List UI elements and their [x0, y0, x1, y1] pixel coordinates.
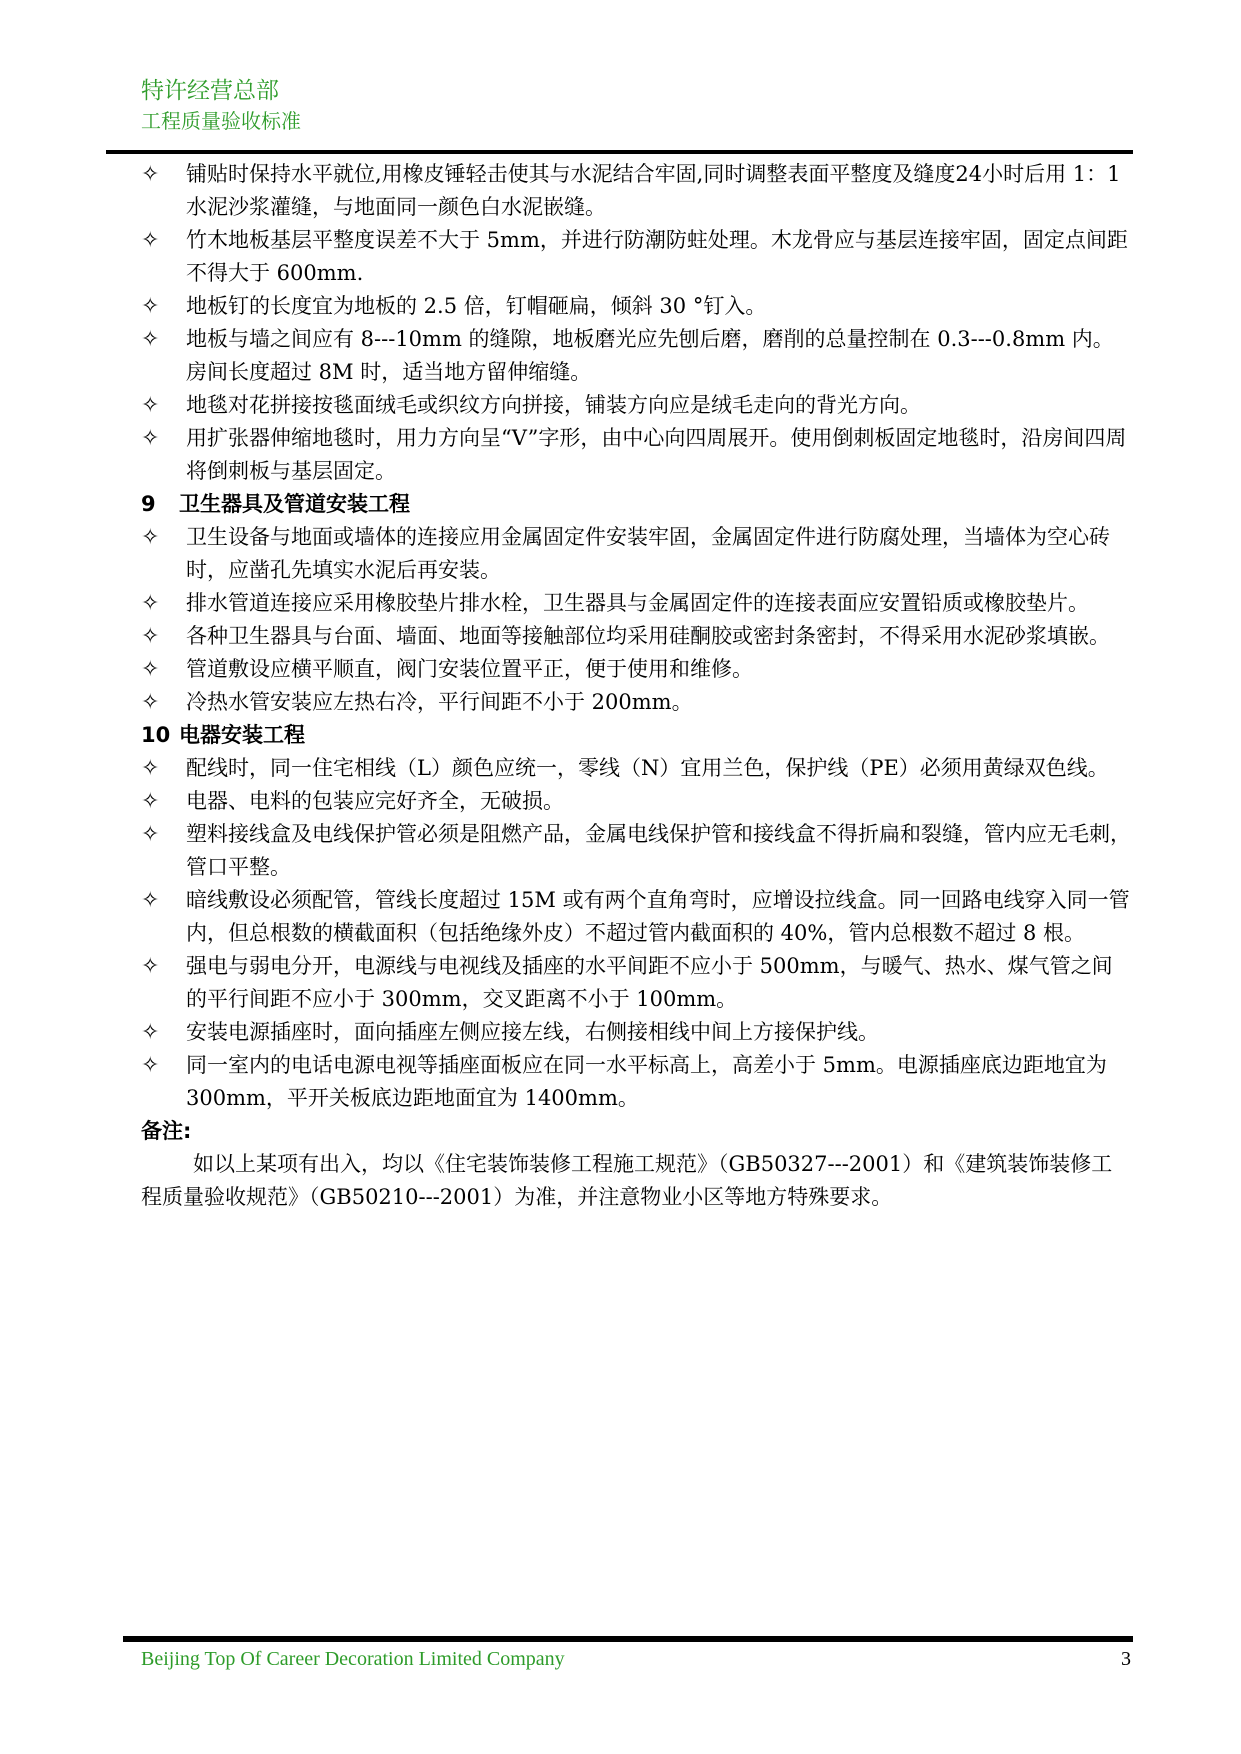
diamond-bullet-icon: ✧	[141, 657, 160, 682]
list-item-text: 铺贴时保持水平就位,用橡皮锤轻击使其与水泥结合牢固,同时调整表面平整度及缝度24小时后用 1：1 水泥沙浆灌缝，与地面同一颜色白水泥嵌缝。	[186, 162, 1121, 219]
section-number: 10	[141, 723, 171, 747]
diamond-bullet-icon: ✧	[141, 954, 160, 979]
header-rule	[106, 150, 1133, 154]
diamond-bullet-icon: ✧	[141, 1020, 160, 1045]
list-item-text: 配线时，同一住宅相线（L）颜色应统一，零线（N）宜用兰色，保护线（PE）必须用黄绿双色线。	[186, 756, 1109, 780]
diamond-bullet-icon: ✧	[141, 426, 160, 451]
list-item-text: 电器、电料的包装应完好齐全，无破损。	[186, 789, 564, 813]
list-item	[141, 422, 1131, 488]
diamond-bullet-icon: ✧	[141, 756, 160, 781]
list-item-text: 各种卫生器具与台面、墙面、地面等接触部位均采用硅酮胶或密封条密封，不得采用水泥砂浆填嵌。	[186, 624, 1110, 648]
diamond-bullet-icon: ✧	[141, 624, 160, 649]
diamond-bullet-icon: ✧	[141, 228, 160, 253]
list-item	[141, 950, 1131, 1016]
diamond-bullet-icon: ✧	[141, 888, 160, 913]
section-number: 9	[141, 492, 156, 516]
list-item	[141, 752, 1131, 785]
list-item	[141, 884, 1131, 950]
diamond-bullet-icon: ✧	[141, 591, 160, 616]
list-item	[141, 818, 1131, 884]
list-item-text: 同一室内的电话电源电视等插座面板应在同一水平标高上，高差小于 5mm。电源插座底边距地宜为 300mm，平开关板底边距地面宜为 1400mm。	[186, 1053, 1107, 1110]
note-body: 如以上某项有出入，均以《住宅装饰装修工程施工规范》（GB50327---2001）和《建筑装饰装修工程质量验收规范》（GB50210---2001）为准，并注意物业小区等地方特殊要求。	[141, 1152, 1113, 1209]
list-item	[141, 1016, 1131, 1049]
section-heading-10	[141, 719, 1131, 752]
diamond-bullet-icon: ✧	[141, 789, 160, 814]
list-item-text: 用扩张器伸缩地毯时，用力方向呈“V”字形，由中心向四周展开。使用倒刺板固定地毯时，沿房间四周将倒刺板与基层固定。	[186, 426, 1127, 483]
list-item	[141, 290, 1131, 323]
diamond-bullet-icon: ✧	[141, 393, 160, 418]
list-item	[141, 587, 1131, 620]
header-doc-title: 工程质量验收标准	[141, 109, 301, 133]
footer-company: Beijing Top Of Career Decoration Limited Company	[141, 1648, 565, 1670]
diamond-bullet-icon: ✧	[141, 294, 160, 319]
diamond-bullet-icon: ✧	[141, 162, 160, 187]
list-item-text: 强电与弱电分开，电源线与电视线及插座的水平间距不应小于 500mm，与暖气、热水、煤气管之间的平行间距不应小于 300mm，交叉距离不小于 100mm。	[186, 954, 1113, 1011]
header-org: 特许经营总部	[141, 78, 279, 104]
list-item-text: 地板与墙之间应有 8---10mm 的缝隙，地板磨光应先刨后磨，磨削的总量控制在 0.3---0.8mm 内。房间长度超过 8M 时，适当地方留伸缩缝。	[186, 327, 1114, 384]
list-item	[141, 653, 1131, 686]
list-item	[141, 521, 1131, 587]
footer-rule	[123, 1636, 1133, 1642]
diamond-bullet-icon: ✧	[141, 525, 160, 550]
list-item	[141, 224, 1131, 290]
list-item-text: 地毯对花拼接按毯面绒毛或织纹方向拼接，铺装方向应是绒毛走向的背光方向。	[186, 393, 921, 417]
list-item	[141, 620, 1131, 653]
list-item	[141, 785, 1131, 818]
list-item-text: 管道敷设应横平顺直，阀门安装位置平正，便于使用和维修。	[186, 657, 753, 681]
list-item-text: 安装电源插座时，面向插座左侧应接左线，右侧接相线中间上方接保护线。	[186, 1020, 879, 1044]
page-footer	[141, 1648, 1131, 1671]
section-title: 卫生器具及管道安装工程	[179, 492, 410, 516]
list-item-text: 排水管道连接应采用橡胶垫片排水栓，卫生器具与金属固定件的连接表面应安置铅质或橡胶垫片。	[186, 591, 1089, 615]
diamond-bullet-icon: ✧	[141, 327, 160, 352]
section-heading-9	[141, 488, 1131, 521]
list-item-text: 塑料接线盒及电线保护管必须是阻燃产品，金属电线保护管和接线盒不得折扁和裂缝，管内应无毛刺，管口平整。	[186, 822, 1131, 879]
diamond-bullet-icon: ✧	[141, 822, 160, 847]
list-sanitary	[141, 521, 1131, 719]
document-body	[141, 158, 1131, 1214]
list-item-text: 卫生设备与地面或墙体的连接应用金属固定件安装牢固，金属固定件进行防腐处理，当墙体为空心砖时，应凿孔先填实水泥后再安装。	[186, 525, 1110, 582]
diamond-bullet-icon: ✧	[141, 690, 160, 715]
list-flooring	[141, 158, 1131, 488]
list-item	[141, 158, 1131, 224]
list-item-text: 暗线敷设必须配管，管线长度超过 15M 或有两个直角弯时，应增设拉线盒。同一回路电线穿入同一管内，但总根数的横截面积（包括绝缘外皮）不超过管内截面积的 40%，管内总根数不超过 8 根。	[186, 888, 1130, 945]
diamond-bullet-icon: ✧	[141, 1053, 160, 1078]
list-item	[141, 323, 1131, 389]
note-title: 备注:	[141, 1119, 192, 1143]
list-item-text: 地板钉的长度宜为地板的 2.5 倍，钉帽砸扁，倾斜 30 °钉入。	[186, 294, 767, 318]
list-item	[141, 1049, 1131, 1115]
page-number: 3	[1121, 1648, 1131, 1670]
list-item	[141, 686, 1131, 719]
list-item-text: 竹木地板基层平整度误差不大于 5mm，并进行防潮防蛀处理。木龙骨应与基层连接牢固，固定点间距不得大于 600mm.	[186, 228, 1128, 285]
section-title: 电器安装工程	[179, 723, 305, 747]
list-item-text: 冷热水管安装应左热右冷，平行间距不小于 200mm。	[186, 690, 693, 714]
list-item	[141, 389, 1131, 422]
list-electrical	[141, 752, 1131, 1115]
page-header	[141, 76, 301, 136]
